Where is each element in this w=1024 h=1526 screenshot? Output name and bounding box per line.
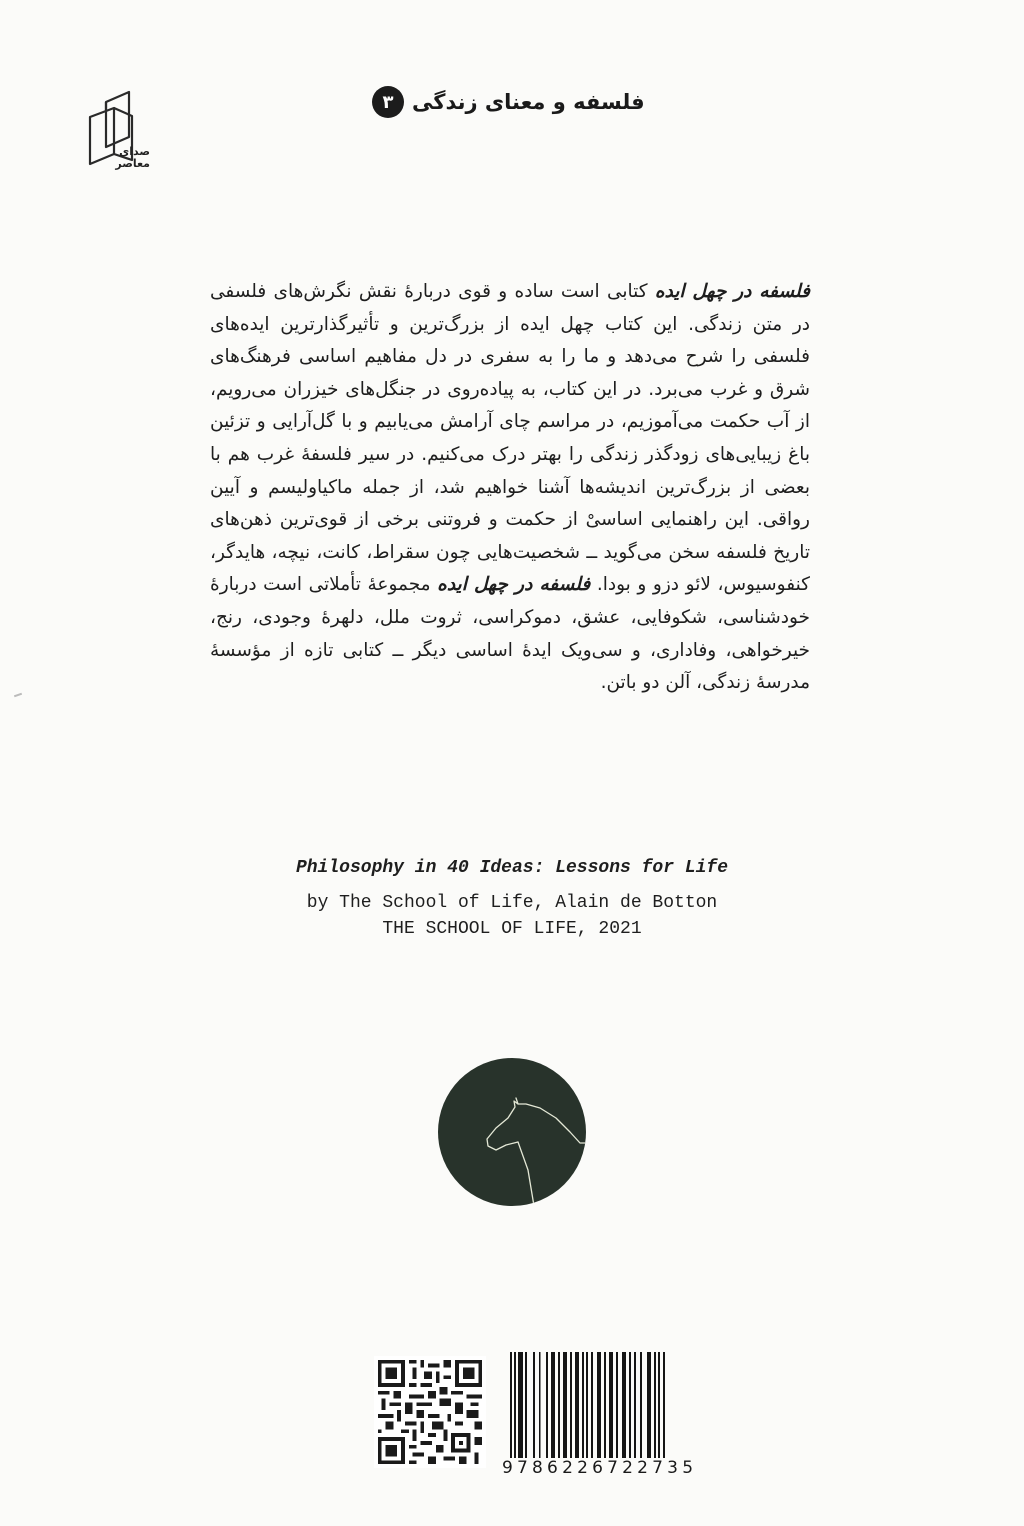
series-header — [372, 82, 645, 122]
book-title-inline-2: فلسفه در چهل ایده — [437, 574, 591, 596]
description-text-1: کتابی است ساده و قوی دربارهٔ نقش نگرش‌های فلسفی در متن زندگی. این کتاب چهل ایده از بزرگ‌ترین و تأثیرگذارترین ایده‌های فلسفی را شرح می‌دهد و ما را به سفری در دل مفاهیم اساسی فرهنگ‌های شرق و غرب می‌برد. در این کتاب، به پیاده‌روی در جنگل‌های خیزران می‌رویم، از آب حکمت می‌آموزیم، در مراسم چای آرامش می‌یابیم و با گل‌آرایی و تزئین باغ زیبایی‌های زودگذر زندگی را بهتر درک می‌کنیم. در سیر فلسفهٔ غرب هم با بعضی از بزرگ‌ترین اندیشه‌ها آشنا خواهیم شد، از جمله ماکیاولیسم و آیین رواقی. این راهنمایی اساسیْ از حکمت و فروتنی برخی از قوی‌ترین ذهن‌های تاریخ فلسفه سخن می‌گوید ــ شخصیت‌هایی چون سقراط، کانت، نیچه، هایدگر، کنفوسیوس، لائو دزو و بودا. — [210, 281, 810, 596]
description-text-2: مجموعهٔ تأملاتی است دربارهٔ خودشناسی، شکوفایی، عشق، دموکراسی، ثروت ملل، دلهرهٔ وجودی، رنج، خیرخواهی، وفاداری، و سی‌ویک ایدهٔ اساسی دیگر ــ کتابی تازه از مؤسسهٔ مدرسهٔ زندگی، آلن دو باتن. — [210, 574, 810, 694]
horse-head-icon — [438, 1058, 586, 1206]
original-byline: by The School of Life, Alain de Botton — [306, 893, 718, 913]
publisher-name-line2: معاصر — [115, 157, 150, 170]
publisher-name — [100, 146, 150, 170]
isbn-number: 9786226722735 — [502, 1458, 698, 1478]
horse-emblem — [438, 1058, 586, 1206]
series-number-badge: ۳ — [372, 86, 404, 118]
original-edition-info — [200, 858, 824, 942]
publisher-name-line1: صدای — [119, 145, 150, 158]
print-mark — [14, 693, 22, 698]
book-description — [210, 276, 810, 700]
original-title: Philosophy in 40 Ideas: Lessons for Life — [295, 858, 729, 878]
qr-code[interactable] — [374, 1356, 486, 1468]
original-publisher-year: THE SCHOOL OF LIFE, 2021 — [382, 919, 642, 939]
book-title-inline: فلسفه در چهل ایده — [654, 281, 810, 302]
series-title: فلسفه و معنای زندگی — [412, 90, 645, 114]
